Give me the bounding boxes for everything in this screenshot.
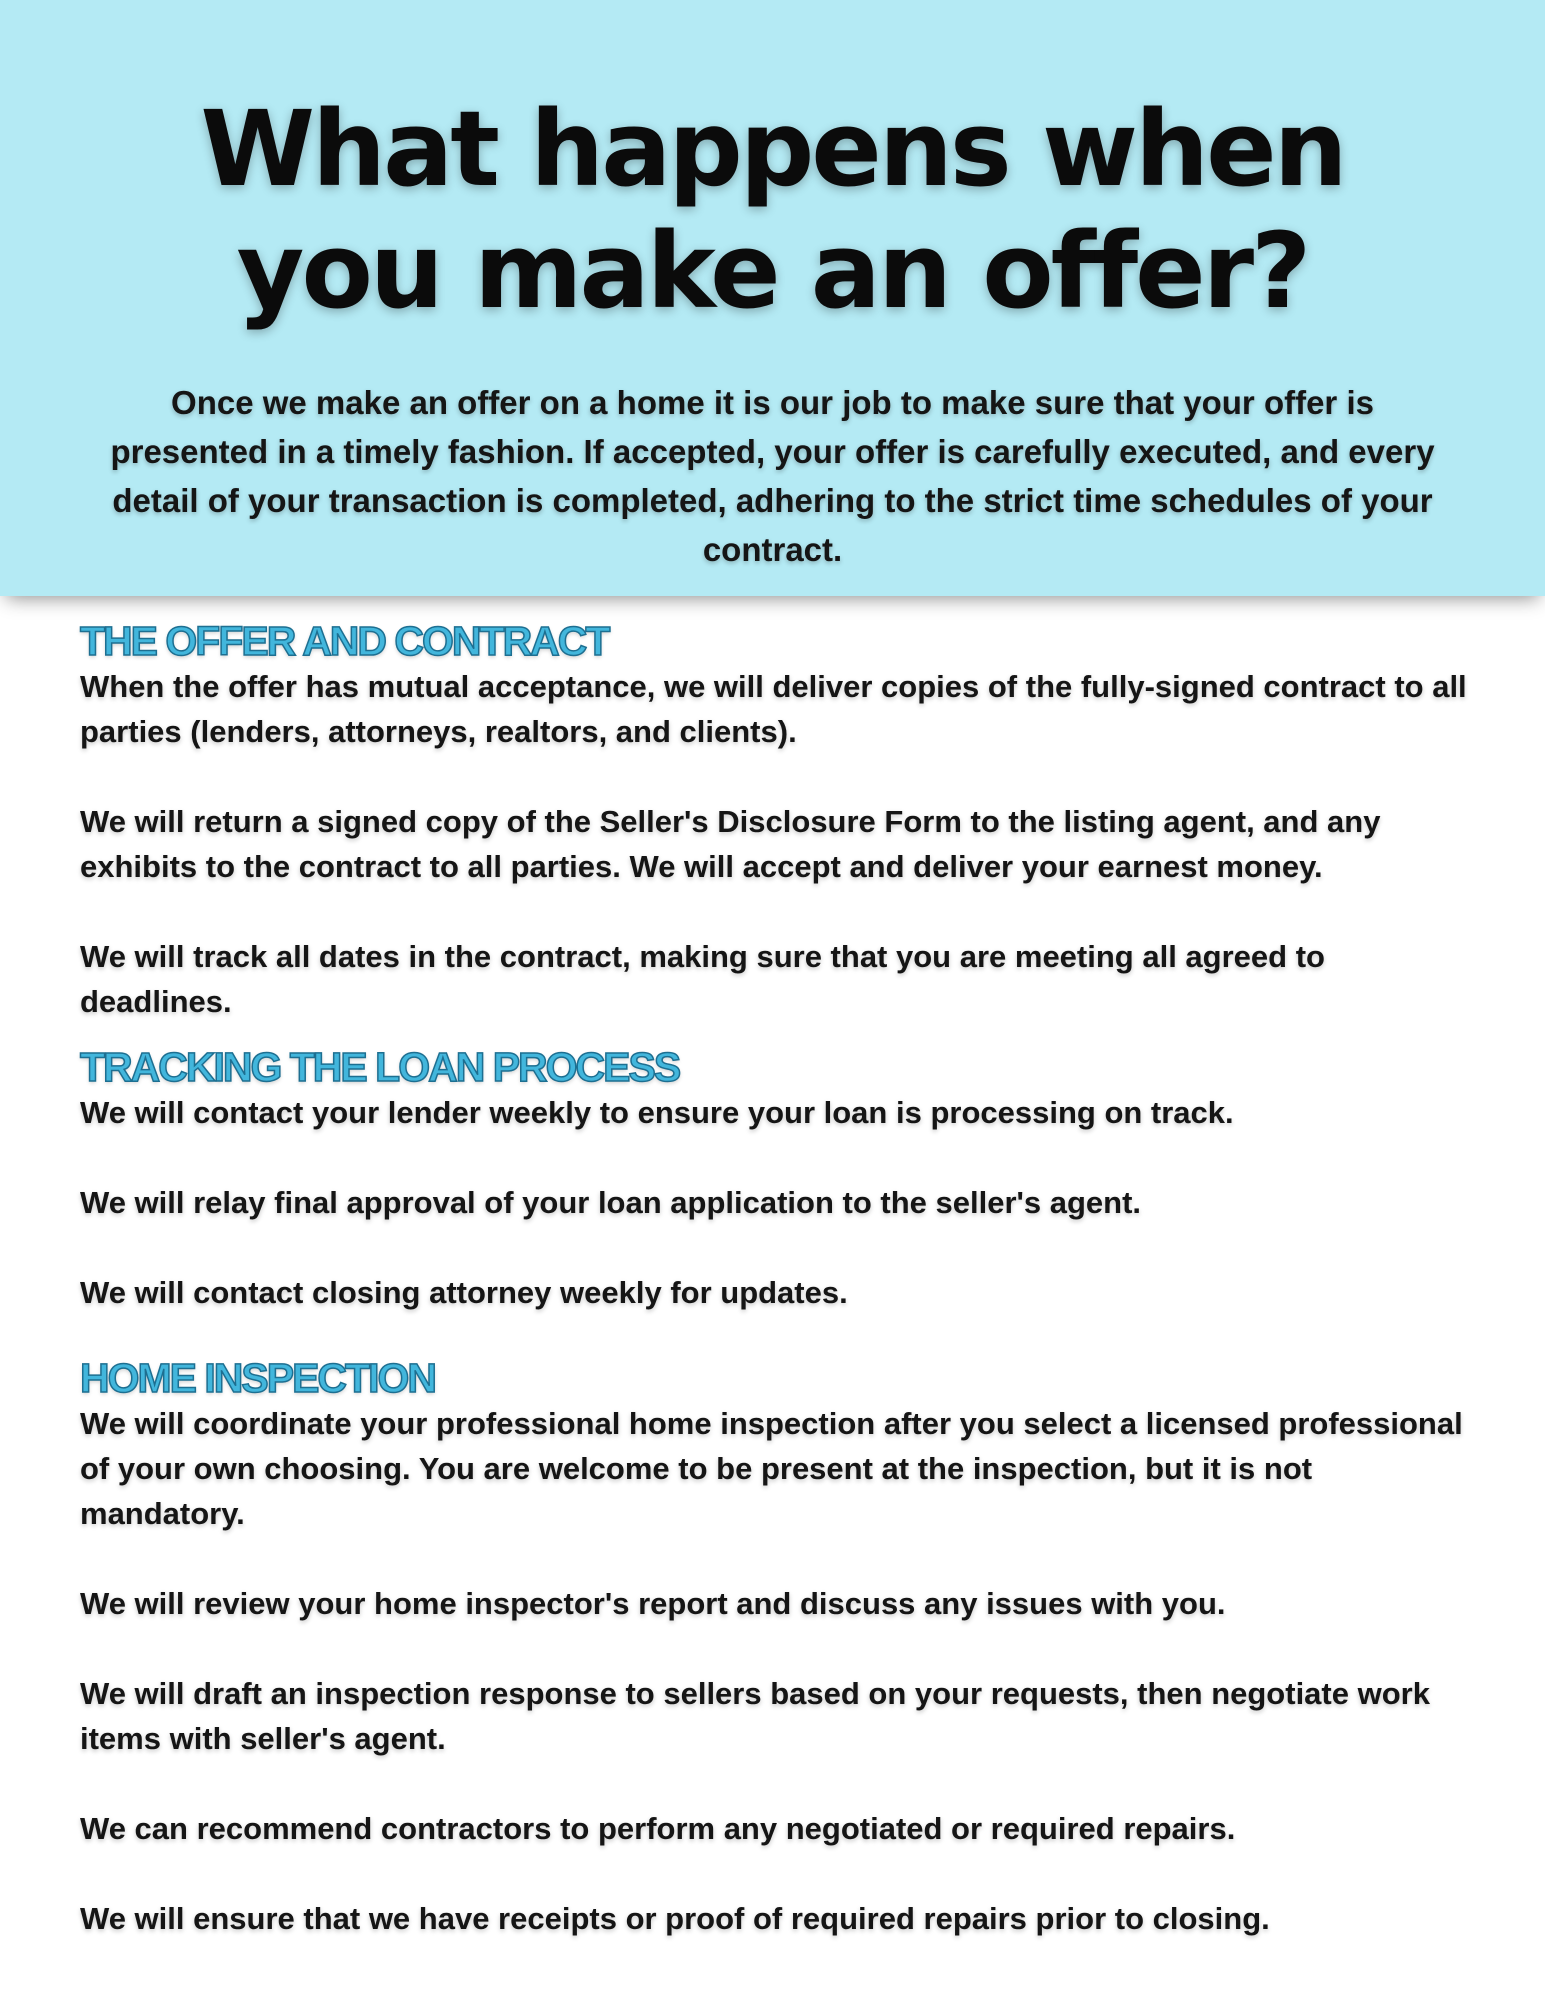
paragraph: We will ensure that we have receipts or proof of required repairs prior to closing. bbox=[80, 1901, 1270, 1936]
content-body bbox=[80, 618, 1480, 1941]
paragraph: We will track all dates in the contract, making sure that you are meeting all agreed to deadlines. bbox=[80, 939, 1325, 1019]
paragraph: We can recommend contractors to perform any negotiated or required repairs. bbox=[80, 1811, 1236, 1846]
header-band bbox=[0, 0, 1545, 596]
page-title-line-1: What happens when bbox=[200, 88, 1345, 210]
paragraph: We will relay final approval of your loan application to the seller's agent. bbox=[80, 1185, 1142, 1220]
paragraph: We will draft an inspection response to sellers based on your requests, then negotiate work items with seller's agent. bbox=[80, 1676, 1430, 1756]
paragraph: We will contact closing attorney weekly for updates. bbox=[80, 1275, 848, 1310]
paragraph: We will return a signed copy of the Seller's Disclosure Form to the listing agent, and any exhibits to the contract to all parties. We will accept and deliver your earnest money. bbox=[80, 804, 1381, 884]
paragraph: When the offer has mutual acceptance, we will deliver copies of the fully-signed contract to all parties (lenders, attorneys, realtors, and clients). bbox=[80, 669, 1467, 749]
page-title bbox=[0, 88, 1545, 332]
paragraph: We will contact your lender weekly to ensure your loan is processing on track. bbox=[80, 1095, 1234, 1130]
section-home-inspection bbox=[80, 1355, 1480, 1941]
page-title-line-2: you make an offer? bbox=[236, 210, 1309, 332]
section-offer-and-contract bbox=[80, 618, 1480, 1024]
section-heading: TRACKING THE LOAN PROCESS bbox=[80, 1044, 680, 1090]
section-heading: HOME INSPECTION bbox=[80, 1355, 435, 1401]
section-heading: THE OFFER AND CONTRACT bbox=[80, 618, 609, 664]
paragraph: We will review your home inspector's report and discuss any issues with you. bbox=[80, 1586, 1226, 1621]
intro-paragraph: Once we make an offer on a home it is our job to make sure that your offer is presented in a timely fashion. If accepted, your offer is carefully executed, and every detail of your transaction is completed, adhering to the strict time schedules of your contract. bbox=[110, 384, 1435, 568]
paragraph: We will coordinate your professional home inspection after you select a licensed professional of your own choosing. You are welcome to be present at the inspection, but it is not mandatory. bbox=[80, 1406, 1463, 1531]
section-tracking-loan-process bbox=[80, 1044, 1480, 1315]
